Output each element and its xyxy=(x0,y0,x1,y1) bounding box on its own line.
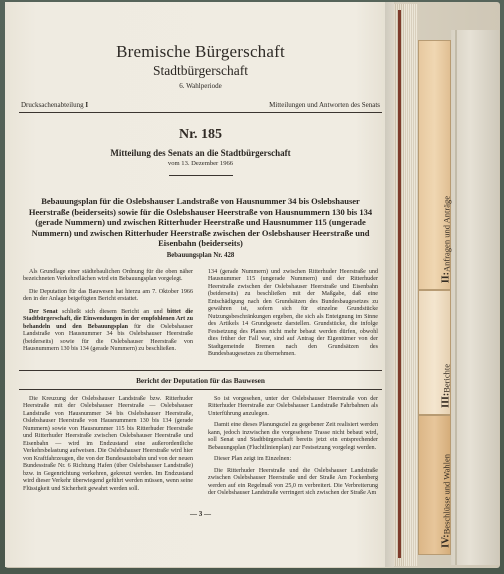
tab-number: II: xyxy=(440,271,451,283)
page-stack-edge-outer xyxy=(404,4,418,566)
page-subtitle: Stadtbürgerschaft xyxy=(153,63,248,78)
report-right-column xyxy=(208,396,378,502)
tab-label: Beschlüsse und Wahlen xyxy=(441,454,451,535)
text: schließt sich diesem Bericht an und xyxy=(61,308,163,315)
tab-anfragen-antraege[interactable] xyxy=(418,40,451,290)
document-page xyxy=(5,2,394,567)
left-column xyxy=(23,269,193,364)
tab-berichte[interactable] xyxy=(418,290,451,415)
tab-label: Anfragen und Anträge xyxy=(441,195,451,272)
period: 6. Wahlperiode xyxy=(179,82,222,90)
department-number: I xyxy=(85,101,89,109)
department-label: Drucksachenabteilung xyxy=(21,101,84,109)
intro-columns xyxy=(19,269,382,364)
page-title: Bremische Bürgerschaft xyxy=(116,42,285,61)
paragraph: Als Grundlage einer städtebaulichen Ordnung für die oben näher bezeichneten Verkehrsflächen wird ein Bebauungsplan vorgelegt. xyxy=(23,268,193,282)
divider xyxy=(19,389,382,390)
paragraph: Die Ritterhuder Heerstraße und die Oslebshauser Landstraße zwischen Oslebshauser Heerstraße und der Straße Am Fockenberg werden auf ein Regelmaß von 25,0 m verbreitert. Die Verbreiterung der Oslebshauser Landstraße verringert sich zwischen der Straße Am xyxy=(208,467,378,496)
report-columns xyxy=(19,396,382,502)
subline xyxy=(19,101,382,109)
divider xyxy=(19,112,382,113)
bold-text: bittet die Stadtbürgerschaft, die Einwendungen in der empfohlenen Art zu behandeln und den Bebauungsplan xyxy=(23,308,193,330)
page-number: — 3 — xyxy=(190,509,211,518)
tab-beschluesse-wahlen[interactable] xyxy=(418,415,451,555)
paragraph: Die Deputation für das Bauwesen hat hierzu am 7. Oktober 1966 den in der Anlage beigefügten Bericht erstattet. xyxy=(23,288,193,302)
tab-label: Berichte xyxy=(441,364,451,393)
document-date: vom 13. Dezember 1966 xyxy=(167,160,234,167)
page-header xyxy=(19,2,382,90)
section-title: Bericht der Deputation für das Bauwesen xyxy=(136,375,265,385)
paragraph: Dieser Plan zeigt im Einzelnen: xyxy=(214,456,292,462)
section-category: Mitteilungen und Antworten des Senats xyxy=(269,101,380,109)
paragraph: 134 (gerade Nummern) und zwischen Ritterhuder Heerstraße und Hausnummer 115 (ungerade Nummern) und der Ritterhuder Heerstraße zwischen der Oslebshauser Heerstraße und Eisenbahn (beiderseits) zu beschließen mit der Maßgabe, daß eine Entschädigung nach den Grundsätzen des Bundesbaugesetzes zu gewähren ist, sofern sich für einzelne Grundstücke Nutzungsbeschränkungen ergeben, die sich als Enteignung im Sinne des Artikels 14 Grundgesetz darstellen. Grundstücke, die infolge Festsetzung des Planes nicht mehr bebaut werden dürfen, obwohl dies früher der Fall war, sind auf Antrag der Eigentümer von der Stadtgemeinde Bremen nach den Grundsätzen des Bundesbaugesetzes zu übernehmen. xyxy=(208,268,378,357)
paragraph-senat xyxy=(23,309,193,354)
bold-text: Der Senat xyxy=(29,308,58,315)
divider xyxy=(19,370,382,371)
plan-number: Bebauungsplan Nr. 428 xyxy=(166,251,235,259)
binder-edge xyxy=(451,30,499,565)
paragraph: So ist vorgesehen, unter der Oslebshauser Heerstraße von der Ritterhuder Heerstraße zur Oslebshauser Landstraße Fahrbahnen als Unterführung anzulegen. xyxy=(208,395,378,417)
document-heading: Mitteilung des Senats an die Stadtbürgerschaft xyxy=(110,148,291,158)
report-left-column xyxy=(23,396,193,502)
tab-number: IV: xyxy=(440,534,451,548)
text: für die Oslebshauser Landstraße von Hausnummer 34 bis Oslebshauser Heerstraße (beiderseits) sowie für die Oslebshauser Heerstraße von Hausnummern 130 bis 134 (gerade Nummern) zu beschließen. xyxy=(23,323,193,352)
plan-title: Bebauungsplan für die Oslebshauser Landstraße von Hausnummer 34 bis Oslebshauser Heerstraße (beiderseits) sowie für die Oslebshauser Heerstraße von Hausnummern 130 bis 134 (gerade Nummern) und zwischen Ritterhuder Heerstraße und Hausnummer 115 (ungerade Nummern) und zwischen Ritterhuder Heerstraße zwischen der Oslebshauser Heerstraße und Eisenbahn (beiderseits) xyxy=(28,196,373,248)
tab-number: III: xyxy=(440,392,451,408)
right-column xyxy=(208,269,378,364)
page-gutter-shadow xyxy=(385,2,397,567)
paragraph: Damit eine dieses Planungsziel zu gegebener Zeit realisiert werden kann, jedoch inzwischen die vorgesehene Trasse nicht bebaut wird, soll Senat und Stadtbürgerschaft bereits jetzt ein entsprechender Bebauungsplan (Fluchtlinienplan) zur Festsetzung vorgelegt werden. xyxy=(208,422,378,451)
binder-spine-strip xyxy=(398,10,401,558)
document-number: Nr. 185 xyxy=(178,127,223,142)
paragraph: Die Kreuzung der Oslebshauser Landstraße bzw. Ritterhuder Heerstraße mit der Oslebshauser Heerstraße — Oslebshauser Landstraße von Hausnummer 34 bis Oslebshauser Heerstraße, Oslebshauser Heerstraße von Hausnummern 130 bis 134 (gerade Nummern) sowie von Hausnummer 115 bis Ritterhuder Heerstraße und Ritterhuder Heerstraße zwischen Oslebshauser Heerstraße und Eisenbahn — wird im Endzustand eine außerordentliche Verkehrsbelastung aufweisen. Die Oslebshauser Heerstraße wird hier von Kraftfahrzeugen, die von der Bundesautobahn und von der neuen Bundesstraße Nr. 6 Richtung Hafen (über Oslebshauser Landstraße) bzw. in Gegenrichtung verkehren, gekreuzt werden. Im Endzustand wird dieser Verkehr überwiegend geführt werden müssen, wenn seine Flüssigkeit und Sicherheit gewahrt werden soll. xyxy=(23,395,193,492)
divider xyxy=(169,175,233,176)
